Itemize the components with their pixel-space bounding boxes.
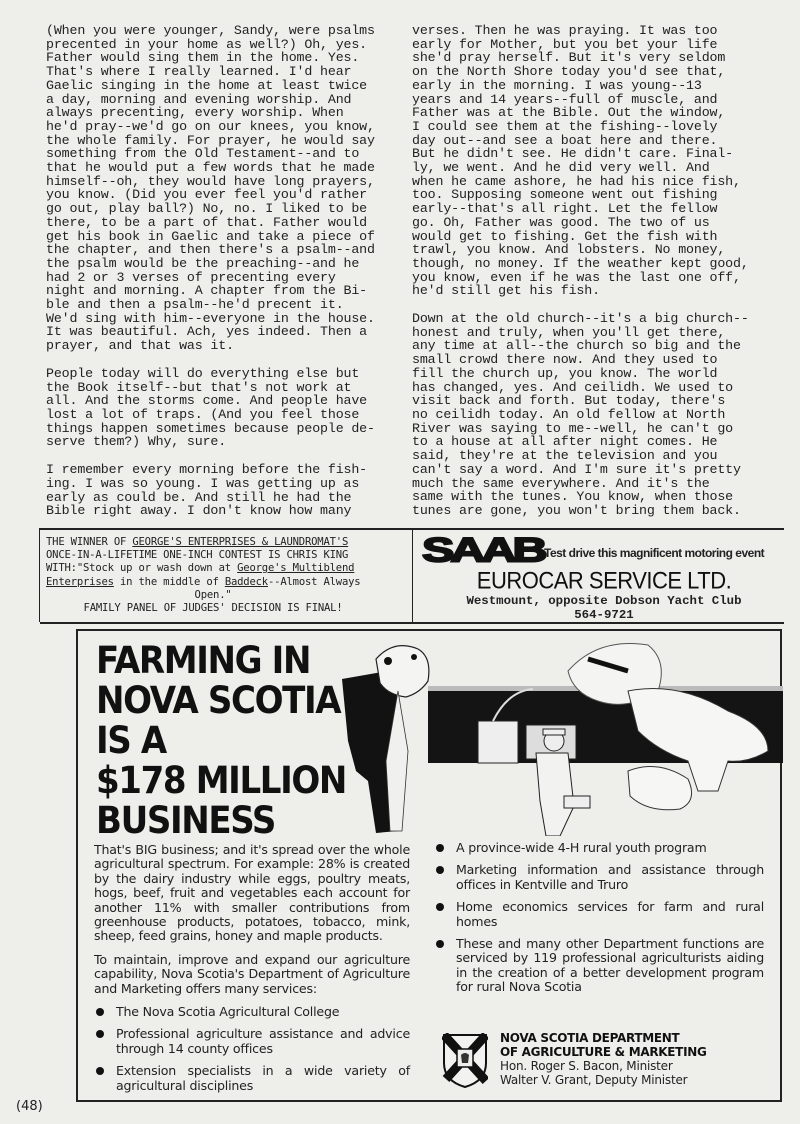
deputy-minister-name: Walter V. Grant, Deputy Minister bbox=[500, 1073, 688, 1087]
bullet-icon bbox=[436, 940, 444, 948]
bullet-icon bbox=[96, 1030, 104, 1038]
department-name: OF AGRICULTURE & MARKETING bbox=[500, 1045, 707, 1059]
service-item bbox=[434, 900, 764, 929]
article-right-column bbox=[412, 24, 774, 532]
dealer-address: Westmount, opposite Dobson Yacht Club bbox=[466, 594, 742, 608]
service-text: Home economics services for farm and rural homes bbox=[456, 899, 764, 929]
contest-ad bbox=[46, 535, 380, 621]
article-paragraph: Down at the old church--it's a big church-- honest and truly, when you'll get there, any time at all--the church so big and the small crowd there now. And they used to fill the church up, you know. The world has changed, yes. And ceilidh. We used to visit back and forth. But today, there's no ceilidh today. An old fellow at North River was saying to me--well, he can't go to a house at all after night comes. He said, they're at the television and you can't say a word. And I'm sure it's pretty much the same everywhere. And it's the same with the tunes. You know, when those tunes are gone, you won't bring them back. bbox=[412, 311, 749, 518]
service-item bbox=[434, 863, 764, 892]
service-text: These and many other Department functions are serviced by 119 professional agriculturists aiding in the creation of a better development program for rural Nova Scotia bbox=[456, 936, 764, 995]
bullet-icon bbox=[96, 1008, 104, 1016]
department-name: NOVA SCOTIA DEPARTMENT bbox=[500, 1031, 680, 1045]
nova-scotia-crest-icon bbox=[442, 1033, 488, 1089]
dealer-phone: 564-9721 bbox=[574, 608, 634, 622]
farming-ad bbox=[76, 629, 782, 1102]
contest-sponsor-name: Enterprises bbox=[46, 574, 114, 588]
service-text: The Nova Scotia Agricultural College bbox=[116, 1004, 340, 1020]
contest-text: Open." bbox=[194, 587, 232, 601]
service-text: Professional agriculture assistance and advice through 14 county offices bbox=[116, 1026, 410, 1056]
contest-text: THE WINNER OF bbox=[46, 535, 133, 548]
headline-line: NOVA SCOTIA bbox=[96, 679, 341, 722]
contest-disclaimer: FAMILY PANEL OF JUDGES' DECISION IS FINAL! bbox=[83, 601, 343, 615]
saab-tagline: Test drive this magnificent motoring event bbox=[544, 546, 765, 560]
headline-line: BUSINESS bbox=[96, 799, 275, 842]
ad-intro: That's BIG business; and it's spread over the whole agricultural spectrum. For example: 28% is created by the dairy industry while eggs, poultry meats, hogs, beef, fruit and vegetables each account for another 11% with smaller contributions from greenhouse products, potatoes, tobacco, mink, sheep, feed grains, honey and maple products. bbox=[94, 842, 410, 944]
service-item bbox=[94, 1005, 410, 1019]
minister-name: Hon. Roger S. Bacon, Minister bbox=[500, 1059, 673, 1073]
article-paragraph: People today will do everything else but the Book itself--but that's not work at all. And the storms come. And people have lost a lot of traps. (And you feel those things happen sometimes because people de- serve them?) Why, sure. bbox=[46, 365, 375, 450]
page-number: (48) bbox=[16, 1099, 43, 1114]
service-item bbox=[434, 841, 764, 855]
article-paragraph: I remember every morning before the fish- ing. I was so young. I was getting up as early as could be. And still he had the Bible right away. I don't know how many bbox=[46, 462, 368, 519]
contest-sponsor-name: George's Multiblend bbox=[237, 561, 355, 575]
bullet-icon bbox=[436, 844, 444, 852]
contest-location: Baddeck bbox=[224, 574, 268, 588]
department-signature bbox=[436, 1031, 766, 1091]
contest-text: ONCE-IN-A-LIFETIME ONE-INCH CONTEST IS CHRIS KING bbox=[46, 548, 349, 562]
farm-illustration bbox=[328, 631, 783, 836]
contest-text: WITH:"Stock up or wash down at bbox=[46, 561, 238, 575]
article-paragraph: (When you were younger, Sandy, were psalms precented in your home as well?) Oh, yes. Father would sing them in the home. Yes. That's where I really learned. I'd hear Gaelic singing in the home at least twice a day, morning and evening worship. And always precenting, every worship. When he'd pray--we'd go on our knees, you know, the whole family. For prayer, he would say something from the Old Testament--and to that he would put a few words that he made himself--oh, they would have long prayers, you know. (Did you ever feel you'd rather go out, play ball?) No, no. I liked to be there, to be a part of that. Father would get his book in Gaelic and take a piece of the chapter, and then there's a psalm--and the psalm would be the preaching--and he had 2 or 3 verses of precenting every night and morning. A chapter from the Bi- ble and then a psalm--he'd precent it. We'd sing with him--everyone in the house. It was beautiful. Ach, yes indeed. Then a prayer, and that was it. bbox=[46, 23, 375, 354]
bullet-icon bbox=[436, 866, 444, 874]
saab-logo: SAAB bbox=[422, 530, 544, 569]
headline-line: $178 MILLION bbox=[96, 759, 347, 802]
ad-body-right bbox=[434, 841, 764, 1003]
headline-line: FARMING IN bbox=[96, 639, 311, 682]
ad-services-intro: To maintain, improve and expand our agriculture capability, Nova Scotia's Department of Agriculture and Marketing offers many services: bbox=[94, 951, 410, 996]
service-text: A province-wide 4-H rural youth program bbox=[456, 840, 707, 855]
divider-bottom bbox=[40, 622, 784, 624]
dealer-name: EUROCAR SERVICE LTD. bbox=[476, 566, 732, 594]
saab-ad bbox=[414, 530, 794, 622]
service-item bbox=[434, 937, 764, 995]
contest-text: in the middle of bbox=[113, 574, 225, 588]
service-text: Extension specialists in a wide variety of agricultural disciplines bbox=[116, 1063, 410, 1093]
service-item bbox=[94, 1064, 410, 1093]
bullet-icon bbox=[436, 903, 444, 911]
cow-illustration bbox=[342, 646, 429, 833]
contest-sponsor: GEORGE'S ENTERPRISES & LAUNDROMAT'S bbox=[132, 535, 349, 548]
services-list-left bbox=[94, 1005, 410, 1093]
headline-line: IS A bbox=[96, 719, 166, 762]
article-left-column bbox=[46, 24, 396, 532]
ad-body-left bbox=[94, 843, 410, 1101]
bullet-icon bbox=[96, 1067, 104, 1075]
article-paragraph: verses. Then he was praying. It was too early for Mother, but you bet your life she'd pray herself. But it's very seldom on the North Shore today you'd see that, early in the morning. I was young--13 years and 14 years--full of muscle, and Father was at the Bible. Out the window, I could see them at the fishing--lovely day out--and see a boat here and there. But he didn't see. He didn't care. Final- ly, we went. And he did very well. And when he came ashore, he had his nice fish, too. Supposing someone went out fishing early--that's all right. Let the fellow go. Oh, Father was good. The two of us would get to fishing. Get the fish with trawl, you know. And lobsters. No money, though, no money. If the weather kept good, you know, even if he was the last one off, he'd still get his fish. bbox=[412, 23, 749, 299]
services-list-right bbox=[434, 841, 764, 995]
service-item bbox=[94, 1027, 410, 1056]
contest-text: --Almost Always bbox=[267, 574, 361, 588]
divider-vertical bbox=[412, 528, 413, 622]
service-text: Marketing information and assistance through offices in Kentville and Truro bbox=[456, 862, 764, 892]
divider-left-edge bbox=[39, 528, 40, 622]
ad-headline bbox=[96, 641, 346, 841]
